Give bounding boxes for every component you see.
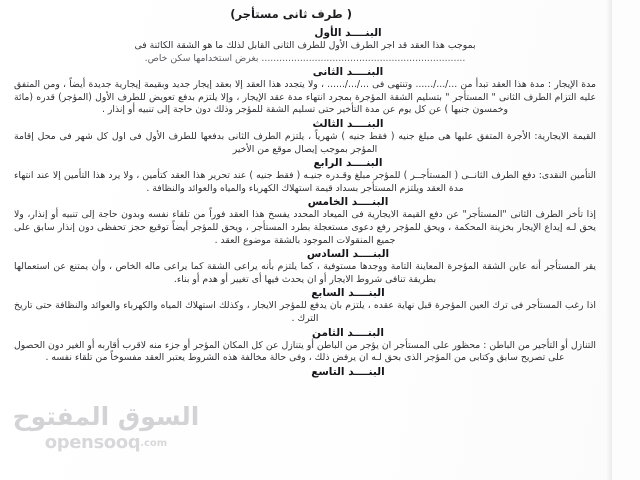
clause-8-heading: البنــــد الثامن: [312, 326, 384, 339]
clause-2: [12, 66, 598, 117]
clause-1-paragraph-1: بموجب هذا العقد قد اجر الطرف الأول للطرف الثانى القابل لذلك ما هو الشقة الكائنة فى: [134, 40, 476, 51]
page-outer-margin: [612, 0, 640, 480]
page-edge-shadow: [605, 0, 612, 480]
watermark-tld: .com: [140, 438, 168, 449]
clause-7: [12, 287, 598, 325]
document-text-column: [8, 0, 606, 379]
clause-7-paragraph-1: اذا رغب المستأجر فى ترك العين المؤجرة قبل نهاية عقده ، يلتزم بان يدفع للمؤجر الايجار ، وكذلك استهلاك المياه والكهرباء والعوائد والنظافة حتى تاريخ الترك .: [14, 300, 596, 324]
clause-4-heading: البنــــد الرابع: [313, 157, 383, 170]
clause-7-heading: البنــــد السابع: [311, 287, 385, 300]
clause-9: [12, 366, 598, 378]
clause-6-paragraph-1: يقر المستأجر أنه عاين الشقة المؤجرة المعاينة التامة ووجدها مستوفية ، كما يلتزم بأنه يراعى الشقة كما يراعى ماله الخاص ، وأن يمتنع عن استعمالها بطريقة تنافى شروط الايجار أو ان يحدث فيها أى تغيير أو هدم أو بناء.: [14, 261, 596, 285]
clause-5: [12, 196, 598, 247]
clause-1-paragraph-2: ..................................................................... بغرض استخدامها سكن خاص.: [144, 52, 466, 64]
clause-6-heading: البنــــد السادس: [306, 248, 390, 261]
clause-2-paragraph-1: مدة الإيجار : مدة هذا العقد تبدأ من .../.../...... وتنتهى فى .../.../...... ، ولا يتجدد هذا العقد إلا بعقد إيجار جديد وبقيمة إيجارية جديدة أيضاً ، ومن المتفق عليه التزام الطرف الثانى " المستأجر " بتسليم الشقة المؤجرة بمجرد انتهاء مدة عقد الإيجار ، وإلا يلتزم بدفع تعويض للطرف الأول (المؤجر) قدره (مائة وخمسون جنيها ) عن كل يوم عن مدة التأخير حتى تسليم الشقة للمؤجر وذلك دون حاجة إلى تنبيه أو إنذار .: [14, 79, 596, 116]
clause-8: [12, 327, 598, 365]
watermark-arabic-text: السوق المفتوح: [12, 402, 200, 431]
clause-3-heading: البنــــد الثالث: [312, 117, 384, 130]
clause-1: [12, 27, 598, 65]
clause-5-paragraph-1: إذا تأخر الطرف الثانى "المستأجر" عن دفع القيمة الايجارية فى الميعاد المحدد يفسخ هذا العقد فوراً من تلقاء نفسه وبدون حاجة إلى تنبيه أو إنذار، ولا يحق لـه إيداع الإيجار بخزينة المحكمة ، ويحق للمؤجر رفع دعوى مستعجلة بطرد المستأجر ، ويحق للمؤجر أيضاً توقيع حجز تحفظى دون إنذار سابق على جميع المنقولات الموجود بالشقة موضوع العقد .: [14, 209, 596, 246]
clause-5-heading: البنــــد الخامس: [307, 196, 389, 209]
clause-3-paragraph-1: القيمة الايجارية: الأجرة المتفق عليها هى مبلغ جنيه ( فقط جنيه ) شهرياً ، يلتزم الطرف الثانى بدفعها للطرف الأول فى اول كل شهر فى محل إقامة المؤجر بموجب إيصال موقع من الأخير: [14, 130, 596, 155]
clause-2-heading: البنــــد الثانى: [312, 66, 384, 79]
clause-1-heading: البنــــد الأول: [314, 27, 382, 39]
clause-6: [12, 248, 598, 286]
clause-9-heading: البنــــد التاسع: [311, 365, 385, 378]
clause-4: [12, 157, 598, 195]
clause-8-paragraph-1: التنازل أو التأجير من الباطن : محظور على المستأجر ان يؤجر من الباطن أو يتنازل عن كل المكان المؤجر أو جزء منه لاقرب أقاربه أو الغير دون الحصول على تصريح سابق وكتابى من المؤجر الذى بحق لـه ان يرفض ذلك ، وفى حالة مخالفة هذه الشروط يعتبر العقد مفسوخاً من تلقاء نفسه .: [14, 339, 596, 364]
document-title: ( طرف ثانى مستأجر): [230, 7, 352, 21]
clause-4-paragraph-1: التأمين النقدى: دفع الطرف الثانــى ( المستأجــر ) للمؤجر مبلغ وقـدره جنيـه ( فقط جنيه ) عند تحرير هذا العقد كتأمين ، ولا يرد هذا التأمين إلا عند انتهاء مدة العقد ويلتزم المستأجر بسداد قيمة استهلاك الكهرباء والمياه والعوائد والنظافة .: [14, 170, 596, 194]
clause-3: [12, 118, 598, 156]
watermark-brand-name: opensooq: [44, 432, 141, 453]
